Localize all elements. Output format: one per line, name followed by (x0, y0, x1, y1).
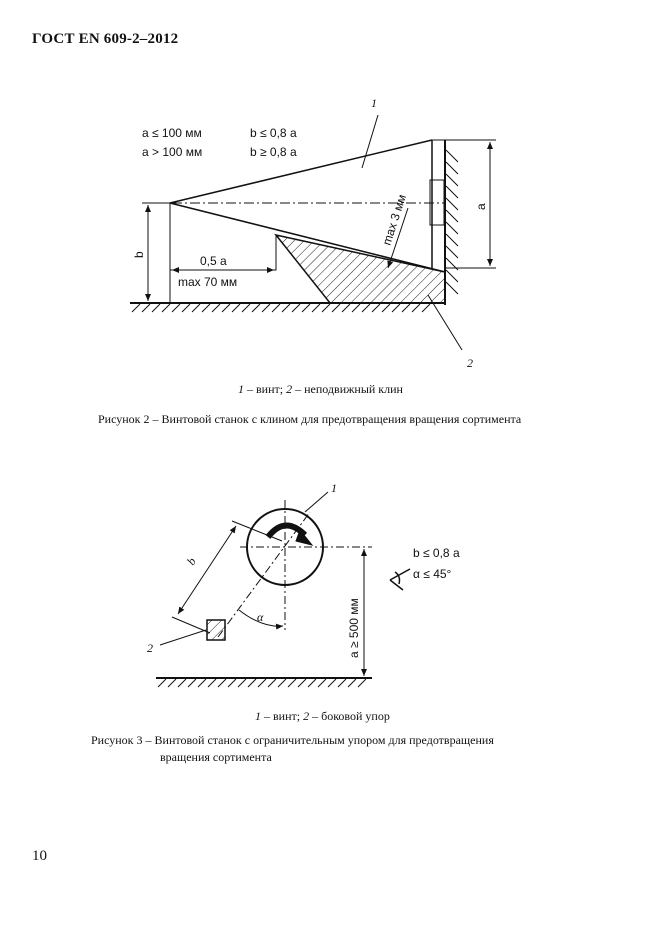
fig3-legend-n2: 2 (303, 709, 310, 723)
fig2-cond-row1-a: a ≤ 100 мм (142, 126, 202, 140)
fig2-caption: Рисунок 2 – Винтовой станок с клином для предотвращения вращения сортимента (98, 412, 522, 426)
fig2-ground-hatching (132, 304, 430, 312)
fig3-callout-2: 2 (147, 641, 153, 655)
fig3-legend-t2: – боковой упор (309, 709, 390, 723)
fig3-legend-n1: 1 (255, 709, 261, 723)
fig3-legend (255, 709, 390, 724)
fig2-cond-row2-a: a > 100 мм (142, 145, 203, 159)
fig3-stop-axis (218, 512, 310, 637)
fig2-cond-row2-b: b ≥ 0,8 a (250, 145, 297, 159)
fig2-wall-hatching (446, 150, 458, 294)
fig3-angle-symbol (390, 569, 410, 590)
page-number: 10 (32, 848, 47, 864)
fig3-legend-t1: – винт; (261, 709, 304, 723)
fig3-leader-2 (160, 630, 206, 645)
fig2-legend (238, 382, 403, 397)
fig3-caption-line1: Рисунок 3 – Винтовой станок с ограничительным упором для предотвращения (91, 733, 494, 747)
fig3-cond-alpha: α ≤ 45° (413, 567, 452, 581)
fig2-fixed-wedge (276, 235, 445, 303)
fig2-cond-row1-b: b ≤ 0,8 a (250, 126, 297, 140)
fig3-ground-hatching (158, 679, 366, 687)
fig2-dim-b: b (132, 251, 146, 258)
fig2-callout-2: 2 (467, 356, 473, 370)
fig3-cond-b: b ≤ 0,8 a (413, 546, 460, 560)
fig2-legend-n1: 1 (238, 382, 244, 396)
fig2-dim-max: max 70 мм (178, 275, 238, 289)
figure-3 (156, 492, 410, 687)
fig2-legend-t1: – винт; (244, 382, 287, 396)
fig2-legend-n2: 2 (286, 382, 293, 396)
fig2-dim-gap: max 3 мм (379, 192, 410, 247)
fig3-dim-a: a ≥ 500 мм (347, 598, 361, 658)
fig2-dim-a: a (474, 203, 488, 210)
fig2-dim-half-a: 0,5 a (200, 254, 227, 268)
fig3-dim-b-line (178, 526, 236, 614)
fig2-callout-1: 1 (371, 96, 377, 110)
fig2-legend-t2: – неподвижный клин (292, 382, 403, 396)
fig3-callout-1: 1 (331, 481, 337, 495)
fig2-leader-1 (362, 115, 378, 168)
fig3-dim-b: b (183, 554, 199, 568)
fig3-leader-1 (305, 492, 328, 512)
fig3-caption-line2: вращения сортимента (160, 750, 272, 764)
fig3-side-stop (207, 620, 225, 640)
fig3-angle-label: α (257, 610, 264, 624)
document-header: ГОСТ EN 609-2–2012 (32, 31, 179, 47)
